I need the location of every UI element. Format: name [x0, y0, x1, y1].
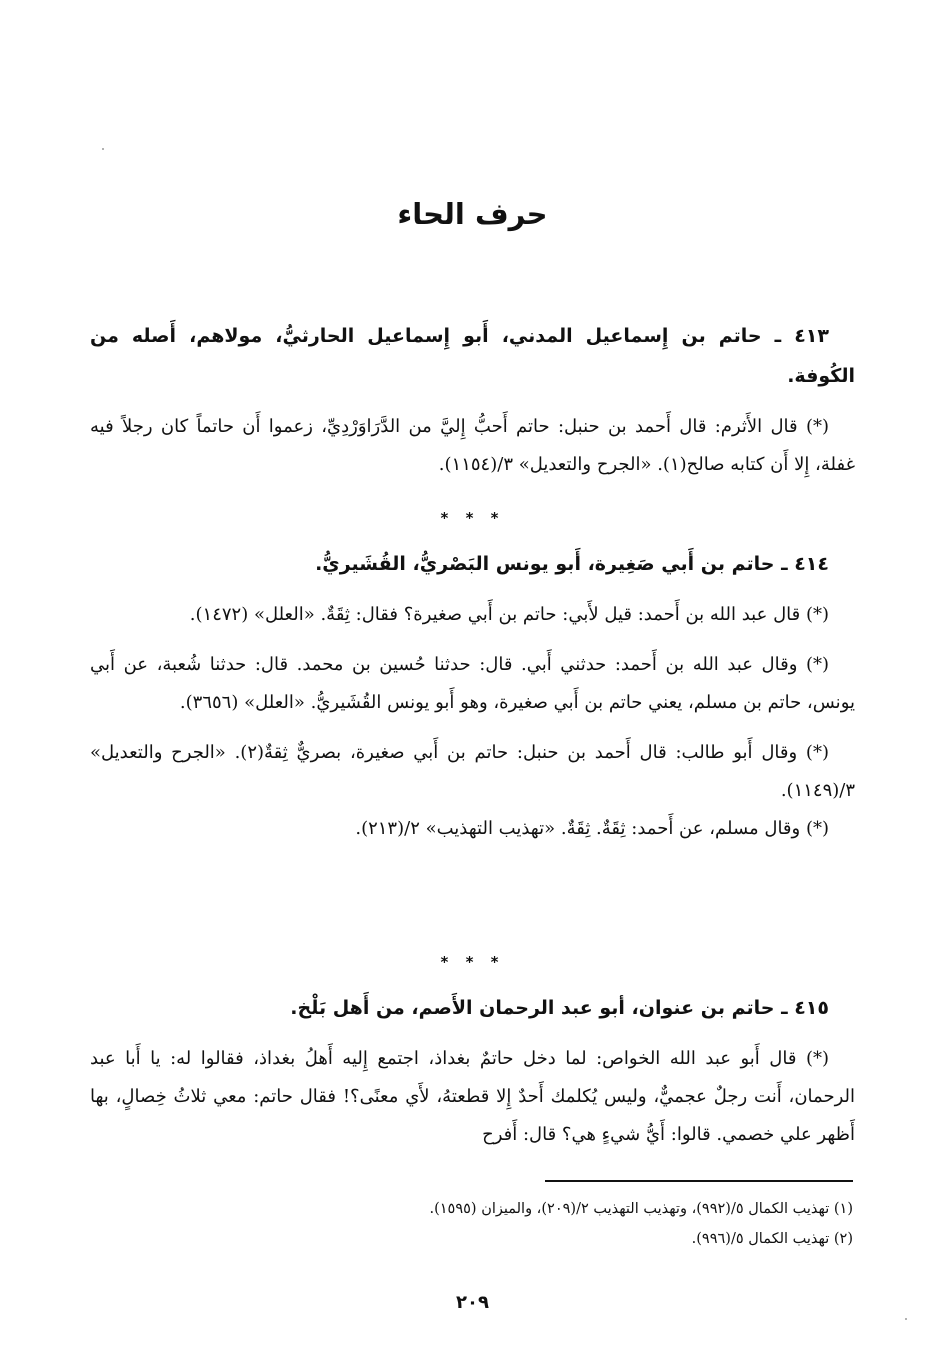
footnotes: [200, 1194, 853, 1254]
entry-paragraph: (*) وقال مسلم، عن أَحمد: ثِقَةٌ. ثِقَةٌ. «تهذيب التهذيب» ٢/(٢١٣).: [355, 818, 829, 839]
entry-415: [90, 988, 855, 1154]
entry-heading: ٤١٣ ـ حاتم بن إِسماعيل المدني، أَبو إِسماعيل الحارثيُّ، مولاهم، أَصله من الكُوفة.: [90, 325, 855, 387]
footnote-rule: [545, 1180, 853, 1182]
entry-heading: ٤١٤ ـ حاتم بن أَبي صَغِيرة، أَبو يونس البَصْريُّ، القُشَيريُّ.: [315, 553, 829, 575]
scan-speck: [102, 148, 104, 150]
section-separator: * * *: [440, 509, 505, 527]
section-separator: * * *: [440, 953, 505, 971]
entry-paragraph: (*) قال أَبو عبد الله الخواص: لما دخل حاتمٌ بغداذ، اجتمع إِليه أَهلُ بغداذ، فقالوا له: يا أَبا عبد الرحمان، أَنت رجلٌ عجميٌّ، وليس يُكلمك أَحدٌ إِلا قطعتهُ، لأَي معنًى؟! فقال حاتم: معي ثلاثُ خِصالٍ، بها أَظهر علي خصمي. قالوا: أَيُّ شيءٍ هي؟ قال: أَفرح: [90, 1048, 855, 1145]
entry-414: [90, 544, 855, 848]
entry-paragraph: (*) وقال عبد الله بن أَحمد: حدثني أَبي. قال: حدثنا حُسين بن محمد. قال: حدثنا شُعبة، عن أَبي يونس، حاتم بن مسلم، يعني حاتم بن أَبي صغيرة، وهو أَبو يونس القُشَيريُّ. «العلل» (٣٦٥٦).: [90, 654, 855, 713]
page-number: ٢٠٩: [456, 1292, 489, 1313]
entry-paragraph: (*) قال الأَثرم: قال أَحمد بن حنبل: حاتم أَحبُّ إِليَّ من الدَّرَاوَرْدِيِّ، زعموا أَن حاتماً كان رجلاً فيه غفلة، إِلا أَن كتابه صالح(١). «الجرح والتعديل» ٣/(١١٥٤).: [90, 416, 855, 475]
footnote-1: (١) تهذيب الكمال ٥/(٩٩٢)، وتهذيب التهذيب ٢/(٢٠٩)، والميزان (١٥٩٥).: [429, 1201, 853, 1217]
entry-paragraph: (*) وقال أَبو طالب: قال أَحمد بن حنبل: حاتم بن أَبي صغيرة، بصريٌّ ثِقةٌ(٢). «الجرح والتعديل» ٣/(١١٤٩).: [90, 742, 855, 801]
scan-speck: [905, 1318, 907, 1320]
entry-paragraph: (*) قال عبد الله بن أَحمد: قيل لأَبي: حاتم بن أَبي صغيرة؟ فقال: ثِقَةٌ. «العلل» (١٤٧٢).: [189, 604, 829, 625]
entry-413: [90, 316, 855, 484]
chapter-title: حرف الحاء: [397, 197, 548, 231]
footnote-2: (٢) تهذيب الكمال ٥/(٩٩٦).: [691, 1231, 853, 1247]
entry-heading: ٤١٥ ـ حاتم بن عنوان، أبو عبد الرحمان الأَصم، من أَهل بَلْخ.: [290, 997, 829, 1019]
